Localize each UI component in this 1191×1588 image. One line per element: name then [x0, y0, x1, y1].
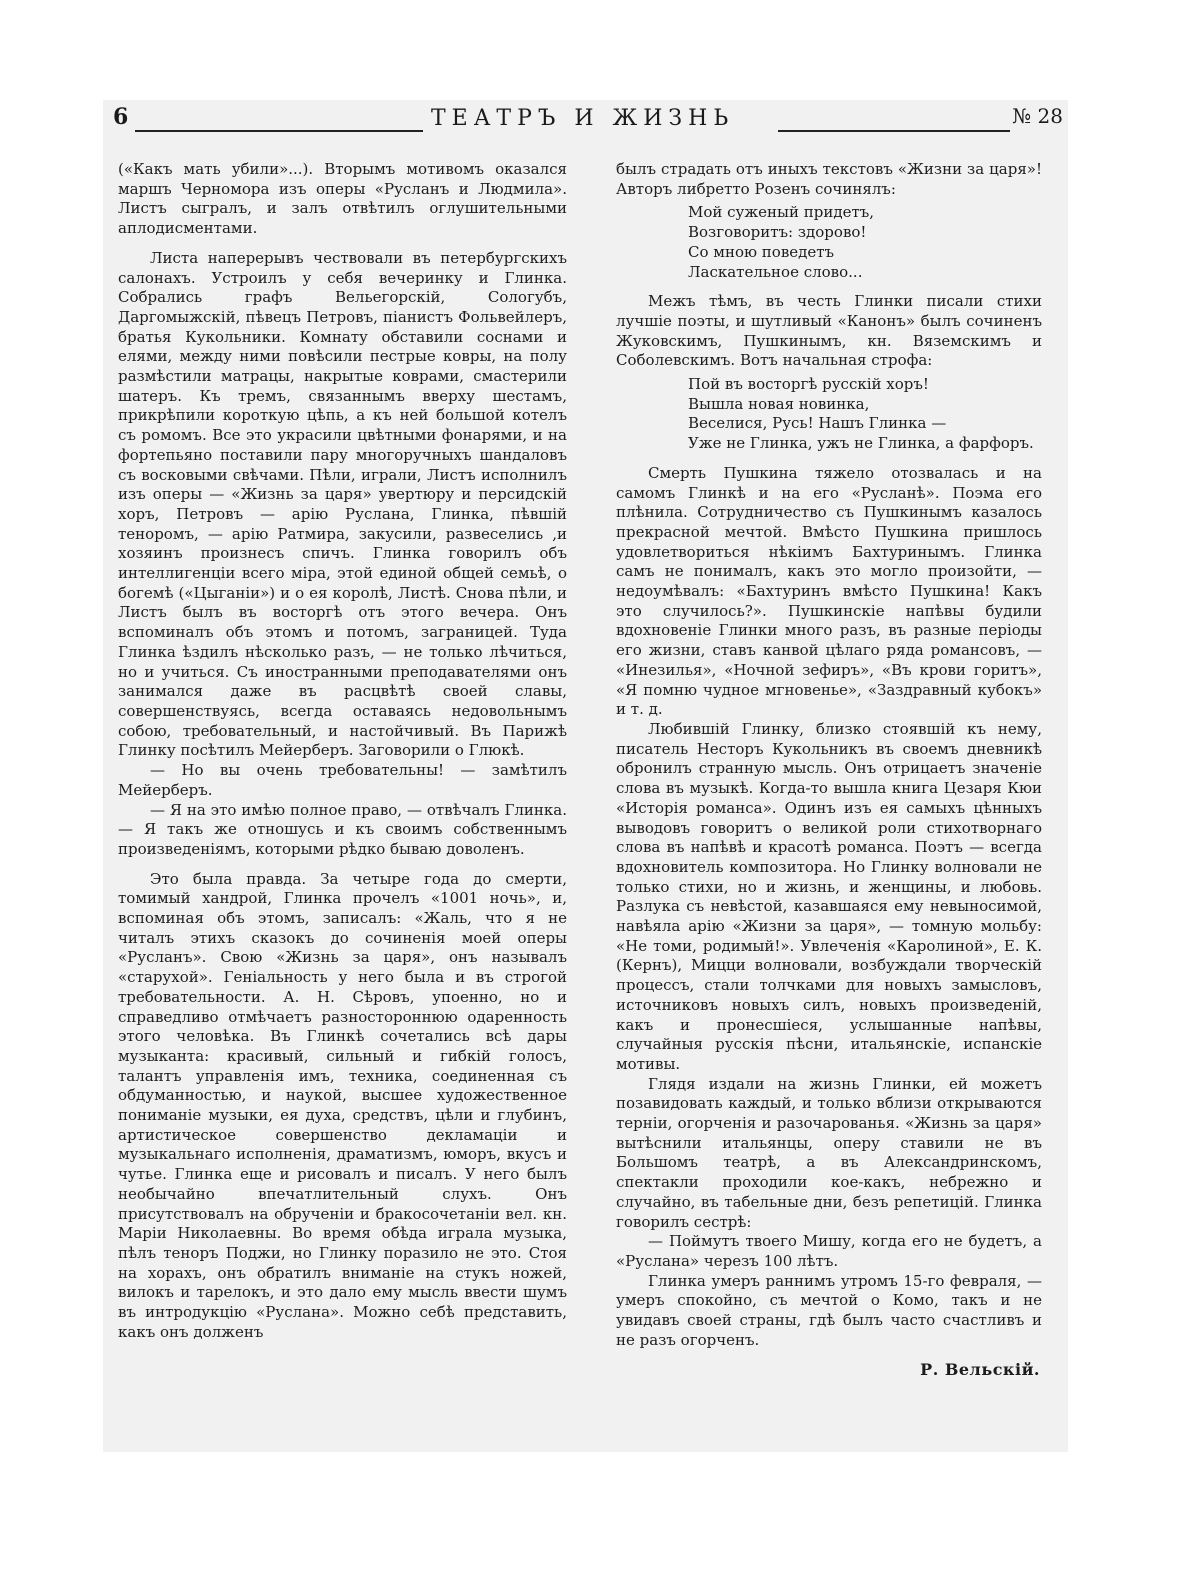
right-paragraph-4: Любившій Глинку, близко стоявшій къ нему, писатель Несторъ Кукольникъ въ своемъ дневникѣ обронилъ странную мысль. Онъ отрицаетъ значеніе слова въ музыкѣ. Когда-то вышла книга Цезаря Кюи «Исторія романса». Одинъ изъ ея самыхъ цѣнныхъ выводовъ говоритъ о великой роли стихотворнаго слова въ напѣвѣ и красотѣ романса. Поэтъ — всегда вдохновитель композитора. Но Глинку волновали не только стихи, но и жизнь, и женщины, и любовь. Разлука съ невѣстой, казавшаяся ему невыносимой, навѣяла арію «Жизни за царя», — томную мольбу: «Не томи, родимый!». Увлеченія «Каролиной», Е. К. (Кернъ), Мицци волновали, возбуждали творческій процессъ, стали толчками для новыхъ замысловъ, источниковъ новыхъ силъ, новыхъ произведеній, какъ и пронесшіеся, услышанные напѣвы, случайныя русскія пѣсни, итальянскіе, испанскіе мотивы. — [616, 719, 1042, 1073]
issue-number: № 28 — [1012, 104, 1063, 128]
verse-line: Веселися, Русь! Нашъ Глинка — — [688, 414, 947, 433]
author-signature: Р. Вельскій. — [920, 1360, 1040, 1380]
page-header — [113, 104, 1063, 136]
right-paragraph-3: Смерть Пушкина тяжело отозвалась и на самомъ Глинкѣ и на его «Русланѣ». Поэма его плѣнила. Сотрудничество съ Пушкинымъ казалось прекрасной мечтой. Вмѣсто Пушкина пришлось удовлетвориться нѣкіимъ Бахтуринымъ. Глинка самъ не понималъ, какъ это могло произойти, — недоумѣвалъ: «Бахтуринъ вмѣсто Пушкина! Какъ это случилось?». Пушкинскіе напѣвы будили вдохновеніе Глинки много разъ, въ разные періоды его жизни, ставъ канвой цѣлаго ряда романсовъ, — «Инезилья», «Ночной зефиръ», «Въ крови горитъ», «Я помню чудное мгновенье», «Заздравный кубокъ» и т. д. — [616, 463, 1042, 719]
left-paragraph-5: Это была правда. За четыре года до смерти, томимый хандрой, Глинка прочелъ «1001 ночь», и, вспоминая объ этомъ, записалъ: «Жаль, что я не читалъ этихъ сказокъ до сочиненія моей оперы «Русланъ». Свою «Жизнь за царя», онъ называлъ «старухой». Геніальность у него была и въ строгой требовательности. А. Н. Сѣровъ, упоенно, но и справедливо отмѣчаетъ разностороннюю одаренность этого человѣка. Въ Глинкѣ сочетались всѣ дары музыканта: красивый, сильный и гибкій голосъ, талантъ управленія имъ, техника, соединенная съ обдуманностью, и наукой, высшее художественное пониманіе музыки, ея духа, средствъ, цѣли и глубинъ, артистическое совершенство декламаціи и музыкальнаго исполненія, драматизмъ, юморъ, вкусъ и чутье. Глинка еще и рисовалъ и писалъ. У него былъ необычайно впечатлительный слухъ. Онъ присутствовалъ на обрученіи и бракосочетаніи вел. кн. Маріи Николаевны. Во время обѣда играла музыка, пѣлъ теноръ Поджи, но Глинку поразило не это. Стоя на хорахъ, онъ обратилъ вниманіе на стукъ ножей, вилокъ и тарелокъ, и это дало ему мысль ввести шумъ въ интродукцію «Руслана». Можно себѣ представить, какъ онъ долженъ — [118, 869, 567, 1341]
header-rule-right — [778, 130, 1010, 132]
right-paragraph-2: Межъ тѣмъ, въ честь Глинки писали стихи лучшіе поэты, и шутливый «Канонъ» былъ сочиненъ Жуковскимъ, Пушкинымъ, кн. Вяземскимъ и Соболевскимъ. Вотъ начальная строфа: — [616, 292, 1042, 370]
verse-line: Уже не Глинка, ужъ не Глинка, а фарфоръ. — [688, 434, 1034, 453]
left-paragraph-4: — Я на это имѣю полное право, — отвѣчалъ Глинка. — Я такъ же отношусь и къ своимъ собственнымъ произведеніямъ, которыми рѣдко бываю доволенъ. — [118, 800, 567, 858]
right-paragraph-5: Глядя издали на жизнь Глинки, ей можетъ позавидовать каждый, и только вблизи открываются терніи, огорченія и разочарованья. «Жизнь за царя» вытѣснили итальянцы, оперу ставили не въ Большомъ театрѣ, а въ Александринскомъ, спектакли проходили кое-какъ, небрежно и случайно, въ табельные дни, безъ репетицій. Глинка говорилъ сестрѣ: — [616, 1074, 1042, 1231]
left-column — [118, 160, 567, 1342]
verse-line: Возговоритъ: здорово! — [688, 223, 867, 242]
left-paragraph-3: — Но вы очень требовательны! — замѣтилъ Мейерберъ. — [118, 761, 567, 799]
left-paragraph-2: Листа наперерывъ чествовали въ петербургскихъ салонахъ. Устроилъ у себя вечеринку и Глинка. Собрались графъ Вельегорскій, Сологубъ, Даргомыжскій, пѣвецъ Петровъ, піанистъ Фольвейлеръ, братья Кукольники. Комнату обставили соснами и елями, между ними повѣсили пестрые ковры, на полу размѣстили матрацы, накрытые коврами, смастерили шатеръ. Къ тремъ, связаннымъ вверху шестамъ, прикрѣпили короткую цѣпь, а къ ней большой котелъ съ ромомъ. Все это украсили цвѣтными фонарями, и на фортепьяно поставили пару многоручныхъ шандаловъ съ восковыми свѣчами. Пѣли, играли, Листъ исполнилъ изъ оперы — «Жизнь за царя» увертюру и персидскій хоръ, Петровъ — арію Руслана, Глинка, пѣвшій теноромъ, — арію Ратмира, закусили, развеселись ,и хозяинъ произнесъ спичъ. Глинка говорилъ объ интеллигенціи всего міра, этой единой общей семьѣ, о богемѣ («Цыганіи») и о ея королѣ, Листѣ. Снова пѣли, и Листъ былъ въ восторгѣ отъ этого вечера. Онъ вспоминалъ объ этомъ и потомъ, заграницей. Туда Глинка ѣздилъ нѣсколько разъ, — не только лѣчиться, но и учиться. Съ иностранными преподавателями онъ занимался даже въ расцвѣтѣ своей славы, совершенствуясь, всегда оставаясь недовольнымъ собою, требовательный, и настойчивый. Въ Парижѣ Глинку посѣтилъ Мейерберъ. Заговорили о Глюкѣ. — [118, 248, 567, 760]
verse-canon — [688, 375, 1042, 454]
masthead-title: ТЕАТРЪ И ЖИЗНЬ — [431, 106, 735, 131]
header-rule-left — [135, 130, 423, 132]
verse-rosen — [688, 203, 1042, 282]
verse-line: Ласкательное слово... — [688, 262, 863, 281]
page-number: 6 — [113, 104, 129, 130]
right-column — [616, 160, 1042, 1380]
left-paragraph-1: («Какъ мать убили»...). Вторымъ мотивомъ оказался маршъ Черномора изъ оперы «Русланъ и Людмила». Листъ сыгралъ, и залъ отвѣтилъ оглушительными аплодисментами. — [118, 160, 567, 238]
verse-line: Со мною поведетъ — [688, 242, 835, 261]
verse-line: Вышла новая новинка, — [688, 394, 870, 413]
right-paragraph-7: Глинка умеръ раннимъ утромъ 15-го февраля, — умеръ спокойно, съ мечтой о Комо, такъ и не увидавъ своей страны, гдѣ былъ часто счастливъ и не разъ огорченъ. — [616, 1271, 1042, 1349]
verse-line: Пой въ восторгѣ русскій хоръ! — [688, 375, 929, 394]
right-paragraph-6: — Поймутъ твоего Мишу, когда его не будетъ, а «Руслана» черезъ 100 лѣтъ. — [616, 1232, 1042, 1270]
verse-line: Мой суженый придетъ, — [688, 203, 875, 222]
right-paragraph-1: былъ страдать отъ иныхъ текстовъ «Жизни за царя»! Авторъ либретто Розенъ сочинялъ: — [616, 160, 1042, 198]
